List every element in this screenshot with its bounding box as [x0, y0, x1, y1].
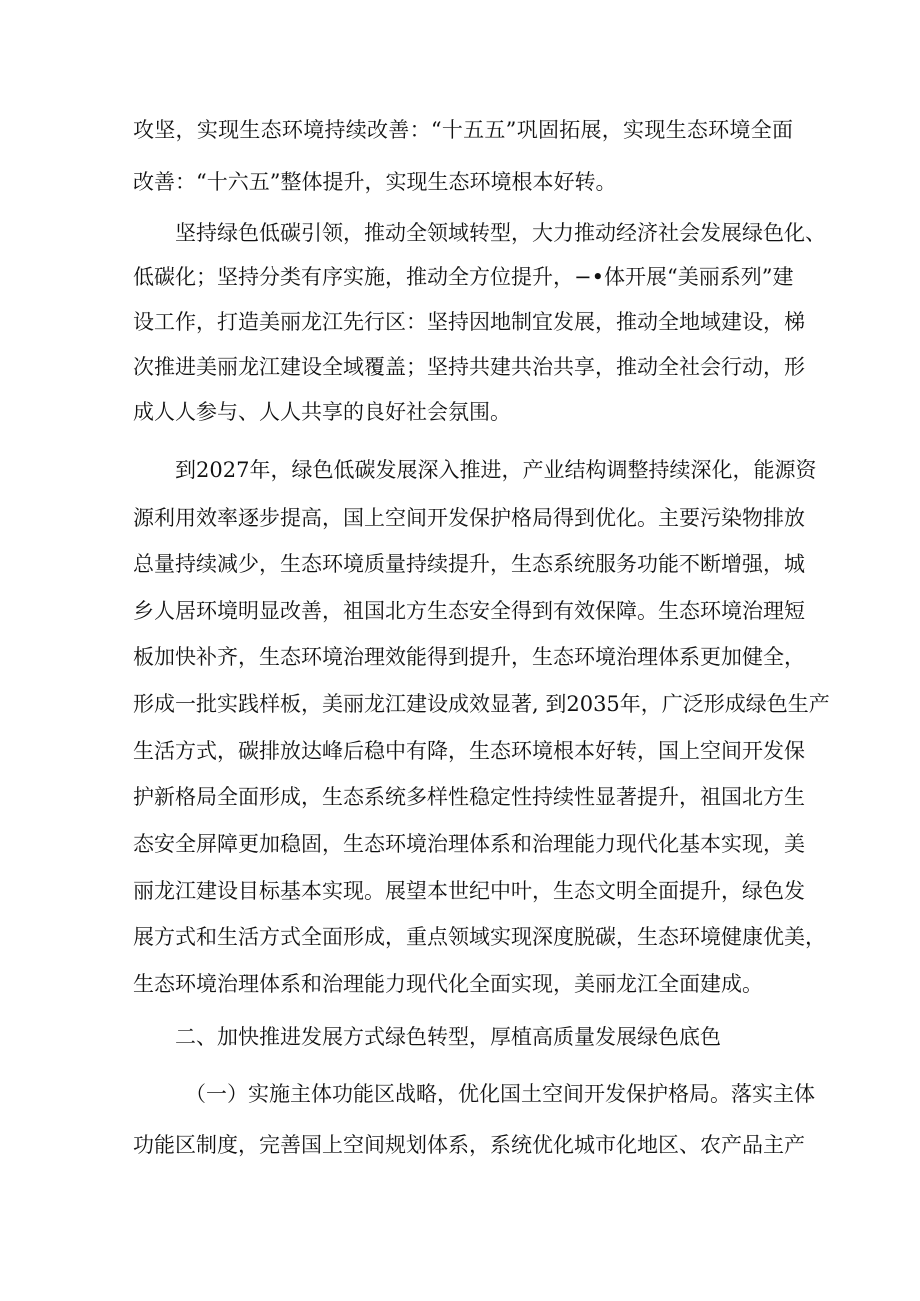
paragraph-line: 成人人参与、人人共享的良好社会氛围。 [133, 400, 511, 424]
paragraph-line: 坚持绿色低碳引领，推动全领域转型，大力推动经济社会发展绿色化、 [175, 221, 826, 245]
paragraph-line: 态安全屏障更加稳固，生态环境治理体系和治理能力现代化基本实现，美 [133, 832, 805, 856]
paragraph-line: 护新格局全面形成，生态系统多样性稳定性持续性显著提升，祖国北方生 [133, 785, 805, 809]
paragraph-line: 生态环境治理体系和治理能力现代化全面实现，美丽龙江全面建成。 [133, 972, 763, 996]
paragraph-line: 生活方式，碳排放达峰后稳中有降，生态环境根本好转，国上空间开发保 [133, 739, 805, 763]
paragraph-line: 功能区制度，完善国上空间规划体系，系统优化城市化地区、农产品主产 [133, 1133, 805, 1157]
paragraph-line: 总量持续减少，生态环境质量持续提升，生态系统服务功能不断增强，城 [133, 552, 805, 576]
section-heading: 二、加快推进发展方式绿色转型，厚植高质量发展绿色底色 [175, 1025, 721, 1049]
paragraph-line: 展方式和生活方式全面形成，重点领域实现深度脱碳，生态环境健康优美， [133, 925, 826, 949]
paragraph-line: 攻坚，实现生态环境持续改善：“十五五”巩固拓展，实现生态环境全面 [133, 118, 793, 142]
paragraph-line: 板加快补齐，生态环境治理效能得到提升，生态环境治理体系更加健全， [133, 645, 805, 669]
paragraph-line: 到2027年，绿色低碳发展深入推进，产业结构调整持续深化，能源资 [175, 458, 817, 482]
paragraph-line: 改善：“十六五”整体提升，实现生态环境根本好转。 [133, 170, 617, 194]
paragraph-line: 设工作，打造美丽龙江先行区：坚持因地制宜发展，推动全地域建设，梯 [133, 310, 805, 334]
paragraph-line: 丽龙江建设目标基本实现。展望本世纪中叶，生态文明全面提升，绿色发 [133, 879, 805, 903]
paragraph-line: 低碳化；坚持分类有序实施，推动全方位提升，−•体开展“美丽系列”建 [133, 265, 794, 289]
paragraph-line: 次推进美丽龙江建设全域覆盖；坚持共建共治共享，推动全社会行动，形 [133, 355, 805, 379]
paragraph-line: 源利用效率逐步提高，国上空间开发保护格局得到优化。主要污染物排放 [133, 506, 805, 530]
paragraph-line: 形成一批实践样板，美丽龙江建设成效显著, 到2035年，广泛形成绿色生产 [133, 692, 830, 716]
paragraph-line: （一）实施主体功能区战略，优化国土空间开发保护格局。落实主体 [185, 1082, 815, 1106]
paragraph-line: 乡人居环境明显改善，祖国北方生态安全得到有效保障。生态环境治理短 [133, 599, 805, 623]
